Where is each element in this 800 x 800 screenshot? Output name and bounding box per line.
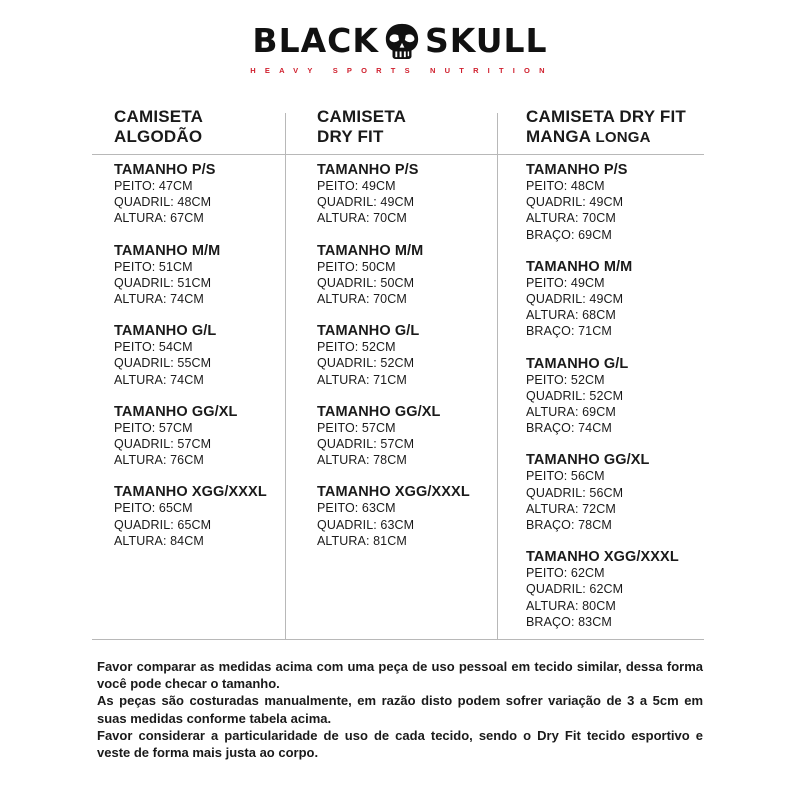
column-header-line2: DRY FIT	[317, 127, 384, 146]
size-title: TAMANHO XGG/XXXL	[317, 484, 470, 501]
measurement: PEITO: 48CM	[526, 179, 605, 193]
measurement: QUADRIL: 49CM	[526, 292, 624, 307]
measurement: PEITO: 54CM	[114, 340, 193, 355]
size-list	[317, 154, 470, 549]
size-title: TAMANHO P/S	[114, 162, 216, 178]
measurement: PEITO: 50CM	[317, 259, 396, 274]
measurement: PEITO: 56CM	[526, 469, 605, 484]
measurement: QUADRIL: 57CM	[317, 437, 415, 452]
size-group	[114, 323, 267, 388]
brand-logo	[0, 22, 800, 75]
size-group	[526, 162, 686, 243]
note-paragraph: Favor considerar a particularidade de uso de cada tecido, sendo o Dry Fit tecido esportivo e veste de forma mais justa ao corpo.	[97, 727, 703, 761]
column-divider	[285, 113, 286, 640]
size-group	[317, 484, 470, 549]
size-title: TAMANHO XGG/XXXL	[526, 549, 679, 566]
size-group	[114, 484, 267, 549]
column-header	[526, 107, 686, 154]
measurement: ALTURA: 69CM	[526, 405, 616, 420]
measurement: ALTURA: 74CM	[114, 372, 204, 387]
measurement: ALTURA: 67CM	[114, 211, 204, 226]
measurement: PEITO: 47CM	[114, 179, 193, 193]
size-title: TAMANHO P/S	[526, 162, 628, 178]
size-title: TAMANHO G/L	[114, 323, 217, 340]
measurement: QUADRIL: 50CM	[317, 275, 415, 290]
size-group	[317, 243, 470, 308]
measurement: QUADRIL: 52CM	[526, 388, 624, 403]
size-title: TAMANHO M/M	[114, 242, 221, 259]
size-title: TAMANHO XGG/XXXL	[114, 484, 267, 501]
size-group	[526, 259, 686, 340]
measurement: ALTURA: 80CM	[526, 598, 616, 613]
brand-tagline: HEAVY SPORTS NUTRITION	[250, 66, 554, 75]
size-group	[317, 323, 470, 388]
size-group	[114, 404, 267, 469]
measurement: PEITO: 51CM	[114, 259, 193, 274]
measurement: QUADRIL: 56CM	[526, 485, 624, 500]
size-group	[526, 549, 686, 630]
size-group	[526, 356, 686, 437]
measurement: QUADRIL: 49CM	[526, 195, 624, 210]
measurement: PEITO: 52CM	[526, 372, 605, 387]
measurement: BRAÇO: 69CM	[526, 227, 612, 242]
column-header-line1: CAMISETA	[114, 107, 204, 126]
size-list	[114, 154, 267, 549]
measurement: ALTURA: 70CM	[317, 292, 407, 307]
measurement: ALTURA: 81CM	[317, 533, 407, 548]
measurement: BRAÇO: 74CM	[526, 421, 612, 436]
measurement: BRAÇO: 78CM	[526, 518, 612, 533]
measurement: QUADRIL: 65CM	[114, 517, 212, 532]
column-camiseta-algodao	[114, 107, 267, 565]
note-paragraph: Favor comparar as medidas acima com uma peça de uso pessoal em tecido similar, dessa forma você pode checar o tamanho.	[97, 659, 703, 692]
measurement: QUADRIL: 48CM	[114, 195, 212, 210]
column-header-line1: CAMISETA DRY FIT	[526, 107, 686, 126]
note-paragraph: As peças são costuradas manualmente, em razão disto podem sofrer variação de 3 a 5cm em suas medidas conforme tabela acima.	[97, 693, 703, 726]
measurement: QUADRIL: 55CM	[114, 356, 212, 371]
measurement: PEITO: 65CM	[114, 501, 193, 516]
column-header	[317, 107, 470, 154]
measurement: PEITO: 62CM	[526, 566, 605, 581]
measurement: ALTURA: 78CM	[317, 453, 407, 468]
measurement: BRAÇO: 71CM	[526, 324, 612, 339]
size-title: TAMANHO P/S	[317, 162, 419, 178]
size-group	[114, 162, 267, 227]
size-group	[526, 452, 686, 533]
column-camiseta-dry-fit	[317, 107, 470, 565]
measurement: PEITO: 52CM	[317, 340, 396, 355]
measurement: ALTURA: 84CM	[114, 533, 204, 548]
column-header-line1: CAMISETA	[317, 107, 407, 126]
brand-name-left: BLACK	[252, 21, 379, 60]
measurement: ALTURA: 70CM	[317, 211, 407, 226]
size-title: TAMANHO G/L	[526, 355, 629, 372]
measurement: BRAÇO: 83CM	[526, 614, 612, 629]
measurement: QUADRIL: 51CM	[114, 275, 212, 290]
measurement: PEITO: 49CM	[317, 179, 396, 193]
column-header-line2: MANGA LONGA	[526, 127, 651, 146]
size-chart	[92, 107, 704, 640]
measurement: ALTURA: 76CM	[114, 453, 204, 468]
column-divider	[497, 113, 498, 640]
measurement: QUADRIL: 57CM	[114, 437, 212, 452]
brand-name-right: SKULL	[424, 21, 548, 60]
measurement: QUADRIL: 63CM	[317, 517, 415, 532]
size-group	[114, 243, 267, 308]
measurement: PEITO: 63CM	[317, 501, 396, 516]
column-header-line2: ALGODÃO	[114, 127, 203, 146]
size-title: TAMANHO GG/XL	[526, 452, 650, 469]
measurement: ALTURA: 72CM	[526, 501, 616, 516]
size-group	[317, 404, 470, 469]
measurement: ALTURA: 70CM	[526, 211, 616, 226]
size-title: TAMANHO M/M	[526, 258, 633, 275]
measurement: ALTURA: 74CM	[114, 292, 204, 307]
column-camiseta-dry-fit-manga-longa	[526, 107, 686, 646]
measurement: PEITO: 49CM	[526, 275, 605, 290]
size-list	[526, 154, 686, 630]
size-title: TAMANHO GG/XL	[317, 403, 441, 420]
size-notes	[97, 658, 703, 761]
brand-name	[252, 22, 547, 60]
measurement: QUADRIL: 62CM	[526, 582, 624, 597]
measurement: QUADRIL: 49CM	[317, 195, 415, 210]
size-title: TAMANHO G/L	[317, 323, 420, 340]
measurement: PEITO: 57CM	[317, 420, 396, 435]
measurement: QUADRIL: 52CM	[317, 356, 415, 371]
skull-icon	[383, 22, 421, 60]
measurement: ALTURA: 68CM	[526, 308, 616, 323]
size-title: TAMANHO M/M	[317, 242, 424, 259]
measurement: ALTURA: 71CM	[317, 372, 407, 387]
size-group	[317, 162, 470, 227]
measurement: PEITO: 57CM	[114, 420, 193, 435]
column-header	[114, 107, 267, 154]
size-title: TAMANHO GG/XL	[114, 403, 238, 420]
